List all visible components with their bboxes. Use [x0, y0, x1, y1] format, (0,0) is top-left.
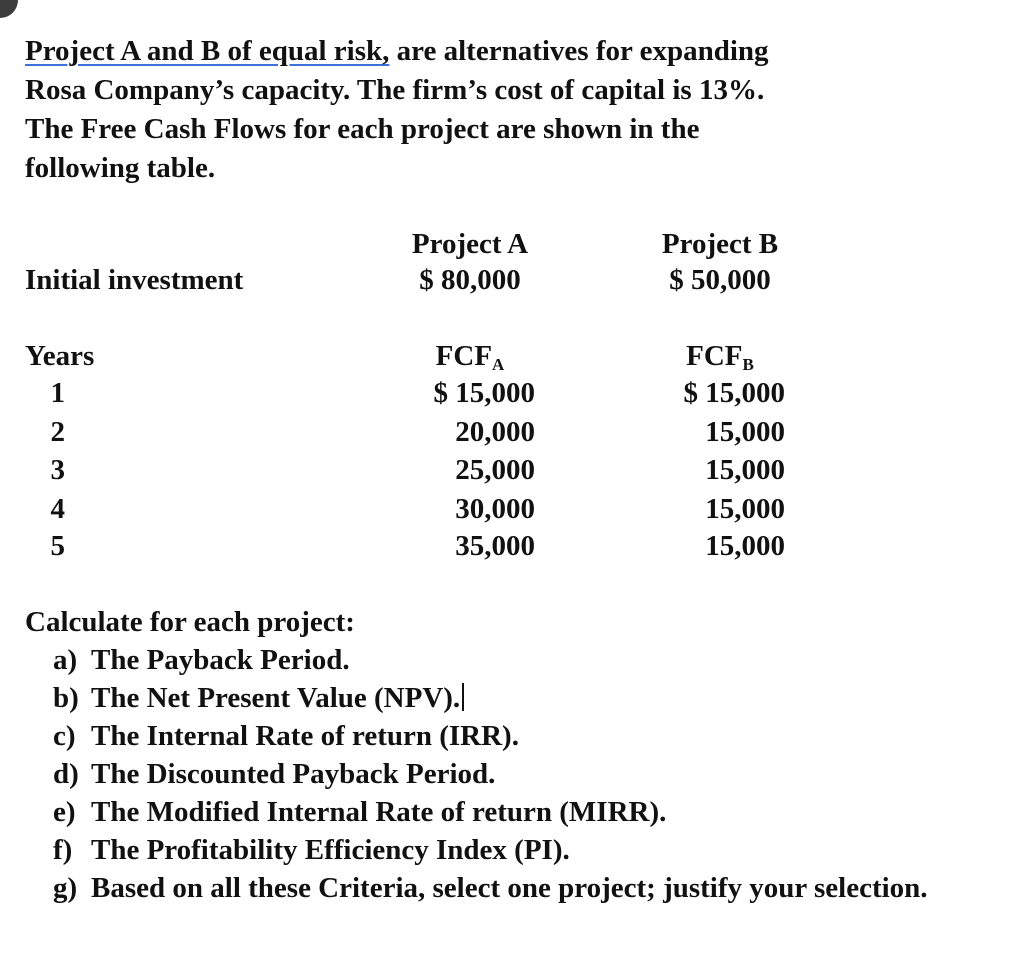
corner-avatar-mark [0, 0, 18, 18]
fcf-b-cell: 15,000 [705, 454, 785, 486]
fcf-a-cell: 35,000 [455, 530, 535, 562]
question-letter: b) [53, 682, 79, 714]
fcf-b-subscript: B [742, 355, 754, 374]
question-text: The Internal Rate of return (IRR). [91, 720, 519, 752]
question-item [53, 717, 985, 755]
question-letter: d) [53, 758, 79, 790]
intro-line-4: following table. [25, 152, 216, 184]
years-label: Years [25, 340, 95, 372]
problem-statement [25, 32, 925, 188]
year-cell: 5 [50, 530, 65, 562]
fcf-a-cell: $ 15,000 [433, 377, 535, 409]
project-a-investment: $ 80,000 [419, 264, 521, 296]
text-cursor [462, 683, 464, 711]
question-letter: f) [53, 834, 73, 866]
project-b-header: Project B [661, 228, 779, 260]
question-text: The Payback Period. [91, 644, 350, 676]
year-cell: 4 [50, 493, 65, 525]
fcf-b-cell: $ 15,000 [683, 377, 785, 409]
question-item [53, 679, 985, 717]
intro-line-1-rest: are alternatives for expanding [389, 35, 769, 67]
question-item [53, 869, 985, 907]
initial-investment-label: Initial investment [25, 264, 244, 296]
question-text: Based on all these Criteria, select one project; justify your selection. [91, 872, 928, 904]
question-item [53, 831, 985, 869]
question-text-content[interactable]: The Net Present Value (NPV). [91, 682, 461, 714]
question-text: The Profitability Efficiency Index (PI). [91, 834, 570, 866]
fcf-a-cell: 20,000 [455, 416, 535, 448]
question-letter: a) [53, 644, 78, 676]
underlined-phrase: Project A and B of equal risk, [25, 35, 390, 67]
question-item [53, 755, 985, 793]
fcf-b-main: FCF [686, 340, 743, 372]
question-item [53, 641, 985, 679]
questions-block [25, 603, 985, 907]
fcf-a-cell: 30,000 [455, 493, 535, 525]
project-b-investment: $ 50,000 [669, 264, 771, 296]
fcf-a-subscript: A [492, 355, 505, 374]
intro-line-2: Rosa Company’s capacity. The firm’s cost of capital is 13%. [25, 74, 765, 106]
question-text[interactable] [91, 679, 464, 717]
question-item [53, 793, 985, 831]
fcf-a-main: FCF [435, 340, 493, 372]
question-letter: e) [53, 796, 76, 828]
year-cell: 1 [50, 377, 65, 409]
fcf-a-cell: 25,000 [455, 454, 535, 486]
year-cell: 2 [50, 416, 65, 448]
question-text: The Discounted Payback Period. [91, 758, 496, 790]
question-text: The Modified Internal Rate of return (MIRR). [91, 796, 667, 828]
intro-line-3: The Free Cash Flows for each project are shown in the [25, 113, 700, 145]
question-letter: g) [53, 872, 78, 904]
project-a-header: Project A [411, 228, 529, 260]
fcf-b-cell: 15,000 [705, 493, 785, 525]
year-cell: 3 [50, 454, 65, 486]
question-letter: c) [53, 720, 76, 752]
intro-line-1 [25, 32, 925, 71]
fcf-b-cell: 15,000 [705, 416, 785, 448]
fcf-b-cell: 15,000 [705, 530, 785, 562]
questions-heading: Calculate for each project: [25, 606, 355, 638]
